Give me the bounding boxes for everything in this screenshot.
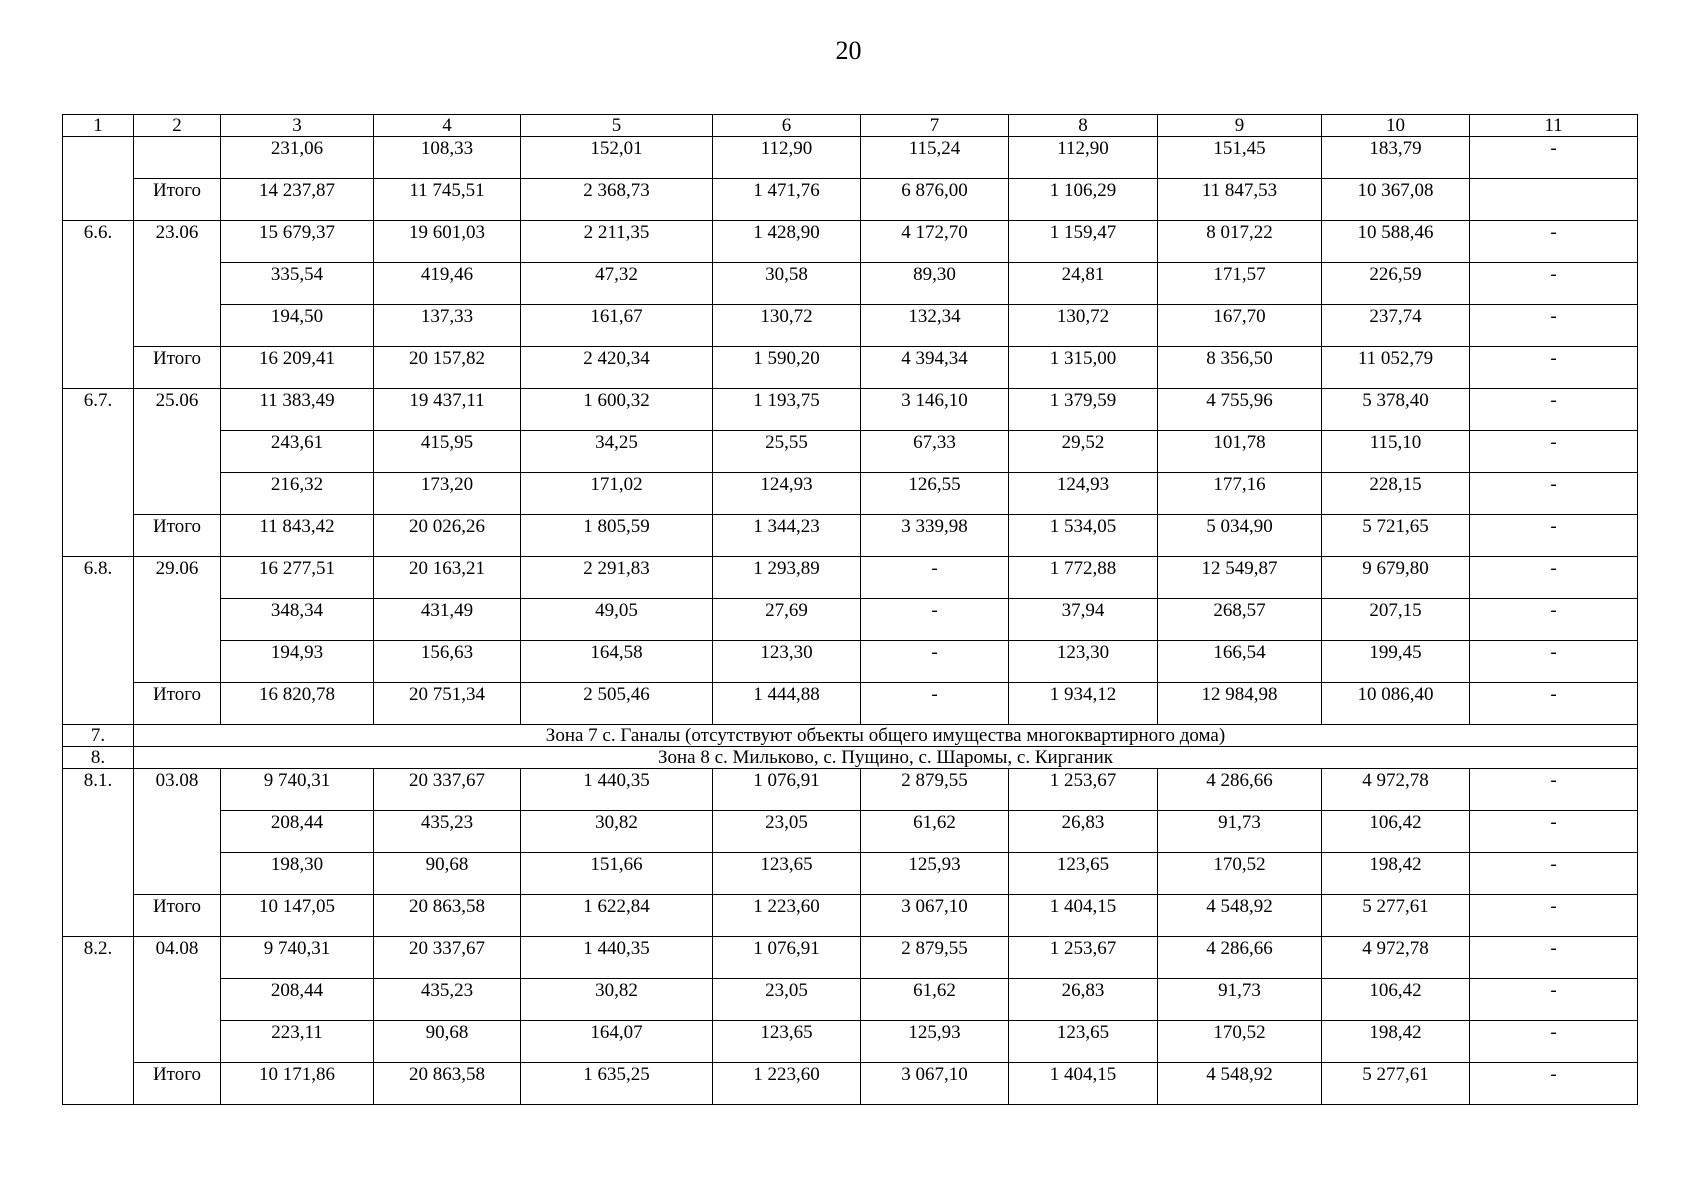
value-cell: - <box>1470 473 1638 515</box>
value-cell: 226,59 <box>1322 263 1470 305</box>
value-cell <box>1470 179 1638 221</box>
value-cell: 2 211,35 <box>521 221 713 263</box>
value-cell: 9 740,31 <box>221 937 374 979</box>
value-cell: 1 934,12 <box>1009 683 1158 725</box>
tariff-table <box>62 114 1638 1105</box>
value-cell: 89,30 <box>861 263 1009 305</box>
zone-title-cell: Зона 7 с. Ганалы (отсутствуют объекты общего имущества многоквартирного дома) <box>134 725 1638 747</box>
value-cell: 26,83 <box>1009 979 1158 1021</box>
value-cell: 20 026,26 <box>374 515 521 557</box>
column-header: 1 <box>63 115 134 137</box>
value-cell: 9 740,31 <box>221 769 374 811</box>
value-cell: 4 755,96 <box>1158 389 1322 431</box>
table-row <box>63 221 1638 263</box>
value-cell: 91,73 <box>1158 979 1322 1021</box>
value-cell: 199,45 <box>1322 641 1470 683</box>
table-row <box>63 347 1638 389</box>
value-cell: - <box>1470 683 1638 725</box>
value-cell: 49,05 <box>521 599 713 641</box>
value-cell: 170,52 <box>1158 1021 1322 1063</box>
value-cell: 8 356,50 <box>1158 347 1322 389</box>
table-row <box>63 811 1638 853</box>
value-cell: 4 286,66 <box>1158 769 1322 811</box>
value-cell: 151,66 <box>521 853 713 895</box>
value-cell: 123,65 <box>713 1021 861 1063</box>
table-row <box>63 305 1638 347</box>
value-cell: 20 337,67 <box>374 937 521 979</box>
value-cell: 1 635,25 <box>521 1063 713 1105</box>
table-row <box>63 853 1638 895</box>
value-cell: 16 820,78 <box>221 683 374 725</box>
value-cell: 431,49 <box>374 599 521 641</box>
value-cell: 106,42 <box>1322 811 1470 853</box>
value-cell: 1 772,88 <box>1009 557 1158 599</box>
date-cell <box>134 137 221 179</box>
value-cell: 1 315,00 <box>1009 347 1158 389</box>
section-number-cell: 8.1. <box>63 769 134 937</box>
table-row <box>63 263 1638 305</box>
value-cell: 106,42 <box>1322 979 1470 1021</box>
value-cell: 123,30 <box>1009 641 1158 683</box>
value-cell: 1 805,59 <box>521 515 713 557</box>
value-cell: 164,07 <box>521 1021 713 1063</box>
value-cell: 268,57 <box>1158 599 1322 641</box>
value-cell: 9 679,80 <box>1322 557 1470 599</box>
value-cell: 1 440,35 <box>521 769 713 811</box>
zone-title-cell: Зона 8 с. Мильково, с. Пущино, с. Шаромы, с. Кирганик <box>134 747 1638 769</box>
table-row <box>63 473 1638 515</box>
table-row <box>63 557 1638 599</box>
value-cell: - <box>861 683 1009 725</box>
value-cell: - <box>1470 221 1638 263</box>
value-cell: 30,82 <box>521 811 713 853</box>
value-cell: 348,34 <box>221 599 374 641</box>
table-row <box>63 599 1638 641</box>
value-cell: - <box>861 557 1009 599</box>
value-cell: 1 076,91 <box>713 769 861 811</box>
table-row <box>63 137 1638 179</box>
value-cell: - <box>1470 137 1638 179</box>
section-number-cell: 7. <box>63 725 134 747</box>
value-cell: 4 548,92 <box>1158 1063 1322 1105</box>
value-cell: 1 404,15 <box>1009 895 1158 937</box>
value-cell: 130,72 <box>1009 305 1158 347</box>
value-cell: 112,90 <box>1009 137 1158 179</box>
value-cell: - <box>1470 1021 1638 1063</box>
value-cell: - <box>1470 599 1638 641</box>
value-cell: 223,11 <box>221 1021 374 1063</box>
value-cell: 25,55 <box>713 431 861 473</box>
value-cell: 2 420,34 <box>521 347 713 389</box>
zone-row <box>63 725 1638 747</box>
value-cell: 11 843,42 <box>221 515 374 557</box>
value-cell: 3 067,10 <box>861 895 1009 937</box>
value-cell: 20 863,58 <box>374 895 521 937</box>
value-cell: 243,61 <box>221 431 374 473</box>
value-cell: 26,83 <box>1009 811 1158 853</box>
section-number-cell <box>63 137 134 221</box>
value-cell: - <box>861 641 1009 683</box>
row-label-cell: Итого <box>134 683 221 725</box>
value-cell: 90,68 <box>374 1021 521 1063</box>
value-cell: 23,05 <box>713 811 861 853</box>
table-row <box>63 1063 1638 1105</box>
value-cell: 183,79 <box>1322 137 1470 179</box>
table-row <box>63 389 1638 431</box>
value-cell: 194,50 <box>221 305 374 347</box>
value-cell: 24,81 <box>1009 263 1158 305</box>
section-number-cell: 8.2. <box>63 937 134 1105</box>
row-label-cell: Итого <box>134 347 221 389</box>
column-header: 9 <box>1158 115 1322 137</box>
value-cell: 10 171,86 <box>221 1063 374 1105</box>
row-label-cell: Итого <box>134 179 221 221</box>
value-cell: 335,54 <box>221 263 374 305</box>
value-cell: 1 534,05 <box>1009 515 1158 557</box>
value-cell: 108,33 <box>374 137 521 179</box>
column-header: 11 <box>1470 115 1638 137</box>
value-cell: 10 086,40 <box>1322 683 1470 725</box>
table-row <box>63 895 1638 937</box>
value-cell: - <box>1470 979 1638 1021</box>
value-cell: 1 344,23 <box>713 515 861 557</box>
value-cell: 5 034,90 <box>1158 515 1322 557</box>
value-cell: 6 876,00 <box>861 179 1009 221</box>
value-cell: 1 106,29 <box>1009 179 1158 221</box>
value-cell: 152,01 <box>521 137 713 179</box>
value-cell: - <box>1470 305 1638 347</box>
value-cell: 19 437,11 <box>374 389 521 431</box>
value-cell: 10 367,08 <box>1322 179 1470 221</box>
value-cell: 1 253,67 <box>1009 937 1158 979</box>
value-cell: 29,52 <box>1009 431 1158 473</box>
value-cell: - <box>1470 347 1638 389</box>
value-cell: - <box>861 599 1009 641</box>
row-label-cell: Итого <box>134 895 221 937</box>
value-cell: 2 879,55 <box>861 769 1009 811</box>
column-header: 4 <box>374 115 521 137</box>
value-cell: 61,62 <box>861 811 1009 853</box>
value-cell: 5 721,65 <box>1322 515 1470 557</box>
value-cell: 20 163,21 <box>374 557 521 599</box>
date-cell: 29.06 <box>134 557 221 683</box>
value-cell: 237,74 <box>1322 305 1470 347</box>
value-cell: - <box>1470 769 1638 811</box>
value-cell: 20 863,58 <box>374 1063 521 1105</box>
column-header: 10 <box>1322 115 1470 137</box>
table-body <box>63 115 1638 1105</box>
value-cell: - <box>1470 557 1638 599</box>
column-header: 5 <box>521 115 713 137</box>
value-cell: 3 339,98 <box>861 515 1009 557</box>
value-cell: 2 291,83 <box>521 557 713 599</box>
value-cell: 61,62 <box>861 979 1009 1021</box>
column-header: 8 <box>1009 115 1158 137</box>
value-cell: 198,42 <box>1322 1021 1470 1063</box>
value-cell: 11 383,49 <box>221 389 374 431</box>
value-cell: 5 277,61 <box>1322 895 1470 937</box>
value-cell: 1 379,59 <box>1009 389 1158 431</box>
value-cell: 19 601,03 <box>374 221 521 263</box>
column-header: 3 <box>221 115 374 137</box>
value-cell: 16 277,51 <box>221 557 374 599</box>
value-cell: 415,95 <box>374 431 521 473</box>
value-cell: - <box>1470 1063 1638 1105</box>
value-cell: 1 622,84 <box>521 895 713 937</box>
zone-row <box>63 747 1638 769</box>
value-cell: 5 378,40 <box>1322 389 1470 431</box>
value-cell: 1 193,75 <box>713 389 861 431</box>
value-cell: 90,68 <box>374 853 521 895</box>
value-cell: 20 751,34 <box>374 683 521 725</box>
value-cell: 161,67 <box>521 305 713 347</box>
value-cell: 231,06 <box>221 137 374 179</box>
value-cell: 216,32 <box>221 473 374 515</box>
value-cell: 435,23 <box>374 811 521 853</box>
value-cell: 156,63 <box>374 641 521 683</box>
value-cell: 123,65 <box>713 853 861 895</box>
value-cell: - <box>1470 853 1638 895</box>
value-cell: 170,52 <box>1158 853 1322 895</box>
section-number-cell: 6.6. <box>63 221 134 389</box>
value-cell: 115,10 <box>1322 431 1470 473</box>
value-cell: 1 159,47 <box>1009 221 1158 263</box>
value-cell: - <box>1470 389 1638 431</box>
value-cell: 1 444,88 <box>713 683 861 725</box>
value-cell: 164,58 <box>521 641 713 683</box>
value-cell: 11 745,51 <box>374 179 521 221</box>
value-cell: 101,78 <box>1158 431 1322 473</box>
value-cell: 208,44 <box>221 811 374 853</box>
value-cell: 435,23 <box>374 979 521 1021</box>
value-cell: 34,25 <box>521 431 713 473</box>
section-number-cell: 6.7. <box>63 389 134 557</box>
value-cell: 4 972,78 <box>1322 769 1470 811</box>
value-cell: 1 076,91 <box>713 937 861 979</box>
column-header: 7 <box>861 115 1009 137</box>
value-cell: 3 067,10 <box>861 1063 1009 1105</box>
value-cell: 1 471,76 <box>713 179 861 221</box>
value-cell: 126,55 <box>861 473 1009 515</box>
value-cell: 14 237,87 <box>221 179 374 221</box>
value-cell: 2 368,73 <box>521 179 713 221</box>
row-label-cell: Итого <box>134 1063 221 1105</box>
value-cell: 10 588,46 <box>1322 221 1470 263</box>
value-cell: 10 147,05 <box>221 895 374 937</box>
value-cell: 124,93 <box>713 473 861 515</box>
value-cell: 1 590,20 <box>713 347 861 389</box>
value-cell: 130,72 <box>713 305 861 347</box>
value-cell: 1 404,15 <box>1009 1063 1158 1105</box>
value-cell: 27,69 <box>713 599 861 641</box>
value-cell: 137,33 <box>374 305 521 347</box>
column-header: 6 <box>713 115 861 137</box>
value-cell: 207,15 <box>1322 599 1470 641</box>
value-cell: 4 548,92 <box>1158 895 1322 937</box>
value-cell: 177,16 <box>1158 473 1322 515</box>
value-cell: 167,70 <box>1158 305 1322 347</box>
value-cell: 125,93 <box>861 1021 1009 1063</box>
value-cell: 47,32 <box>521 263 713 305</box>
value-cell: 11 847,53 <box>1158 179 1322 221</box>
value-cell: 171,57 <box>1158 263 1322 305</box>
value-cell: 1 440,35 <box>521 937 713 979</box>
value-cell: - <box>1470 431 1638 473</box>
value-cell: 12 984,98 <box>1158 683 1322 725</box>
value-cell: 20 337,67 <box>374 769 521 811</box>
value-cell: - <box>1470 937 1638 979</box>
column-header: 2 <box>134 115 221 137</box>
value-cell: 20 157,82 <box>374 347 521 389</box>
value-cell: 37,94 <box>1009 599 1158 641</box>
value-cell: 198,30 <box>221 853 374 895</box>
value-cell: 125,93 <box>861 853 1009 895</box>
value-cell: 2 505,46 <box>521 683 713 725</box>
value-cell: 23,05 <box>713 979 861 1021</box>
value-cell: 1 223,60 <box>713 1063 861 1105</box>
table-row <box>63 431 1638 473</box>
value-cell: 3 146,10 <box>861 389 1009 431</box>
table-row <box>63 979 1638 1021</box>
value-cell: 171,02 <box>521 473 713 515</box>
value-cell: 166,54 <box>1158 641 1322 683</box>
value-cell: - <box>1470 515 1638 557</box>
row-label-cell: Итого <box>134 515 221 557</box>
value-cell: - <box>1470 895 1638 937</box>
section-number-cell: 6.8. <box>63 557 134 725</box>
section-number-cell: 8. <box>63 747 134 769</box>
value-cell: 208,44 <box>221 979 374 1021</box>
value-cell: 4 394,34 <box>861 347 1009 389</box>
value-cell: 1 293,89 <box>713 557 861 599</box>
value-cell: 4 972,78 <box>1322 937 1470 979</box>
value-cell: 1 428,90 <box>713 221 861 263</box>
value-cell: 8 017,22 <box>1158 221 1322 263</box>
column-header-row <box>63 115 1638 137</box>
value-cell: 228,15 <box>1322 473 1470 515</box>
value-cell: 123,65 <box>1009 1021 1158 1063</box>
value-cell: 30,58 <box>713 263 861 305</box>
value-cell: - <box>1470 641 1638 683</box>
value-cell: 123,30 <box>713 641 861 683</box>
value-cell: 419,46 <box>374 263 521 305</box>
value-cell: 151,45 <box>1158 137 1322 179</box>
value-cell: 124,93 <box>1009 473 1158 515</box>
date-cell: 23.06 <box>134 221 221 347</box>
value-cell: 132,34 <box>861 305 1009 347</box>
value-cell: 16 209,41 <box>221 347 374 389</box>
value-cell: 112,90 <box>713 137 861 179</box>
value-cell: 194,93 <box>221 641 374 683</box>
value-cell: 91,73 <box>1158 811 1322 853</box>
table-row <box>63 641 1638 683</box>
value-cell: 5 277,61 <box>1322 1063 1470 1105</box>
value-cell: 15 679,37 <box>221 221 374 263</box>
table-row <box>63 515 1638 557</box>
table-row <box>63 937 1638 979</box>
date-cell: 25.06 <box>134 389 221 515</box>
date-cell: 04.08 <box>134 937 221 1063</box>
value-cell: 11 052,79 <box>1322 347 1470 389</box>
table-row <box>63 1021 1638 1063</box>
value-cell: 4 286,66 <box>1158 937 1322 979</box>
date-cell: 03.08 <box>134 769 221 895</box>
value-cell: 1 600,32 <box>521 389 713 431</box>
value-cell: 2 879,55 <box>861 937 1009 979</box>
value-cell: - <box>1470 811 1638 853</box>
page-number: 20 <box>835 36 862 65</box>
table-row <box>63 179 1638 221</box>
value-cell: 115,24 <box>861 137 1009 179</box>
value-cell: 123,65 <box>1009 853 1158 895</box>
table-row <box>63 769 1638 811</box>
value-cell: 12 549,87 <box>1158 557 1322 599</box>
value-cell: 1 223,60 <box>713 895 861 937</box>
value-cell: 4 172,70 <box>861 221 1009 263</box>
value-cell: - <box>1470 263 1638 305</box>
value-cell: 198,42 <box>1322 853 1470 895</box>
value-cell: 173,20 <box>374 473 521 515</box>
value-cell: 67,33 <box>861 431 1009 473</box>
table-row <box>63 683 1638 725</box>
value-cell: 30,82 <box>521 979 713 1021</box>
value-cell: 1 253,67 <box>1009 769 1158 811</box>
